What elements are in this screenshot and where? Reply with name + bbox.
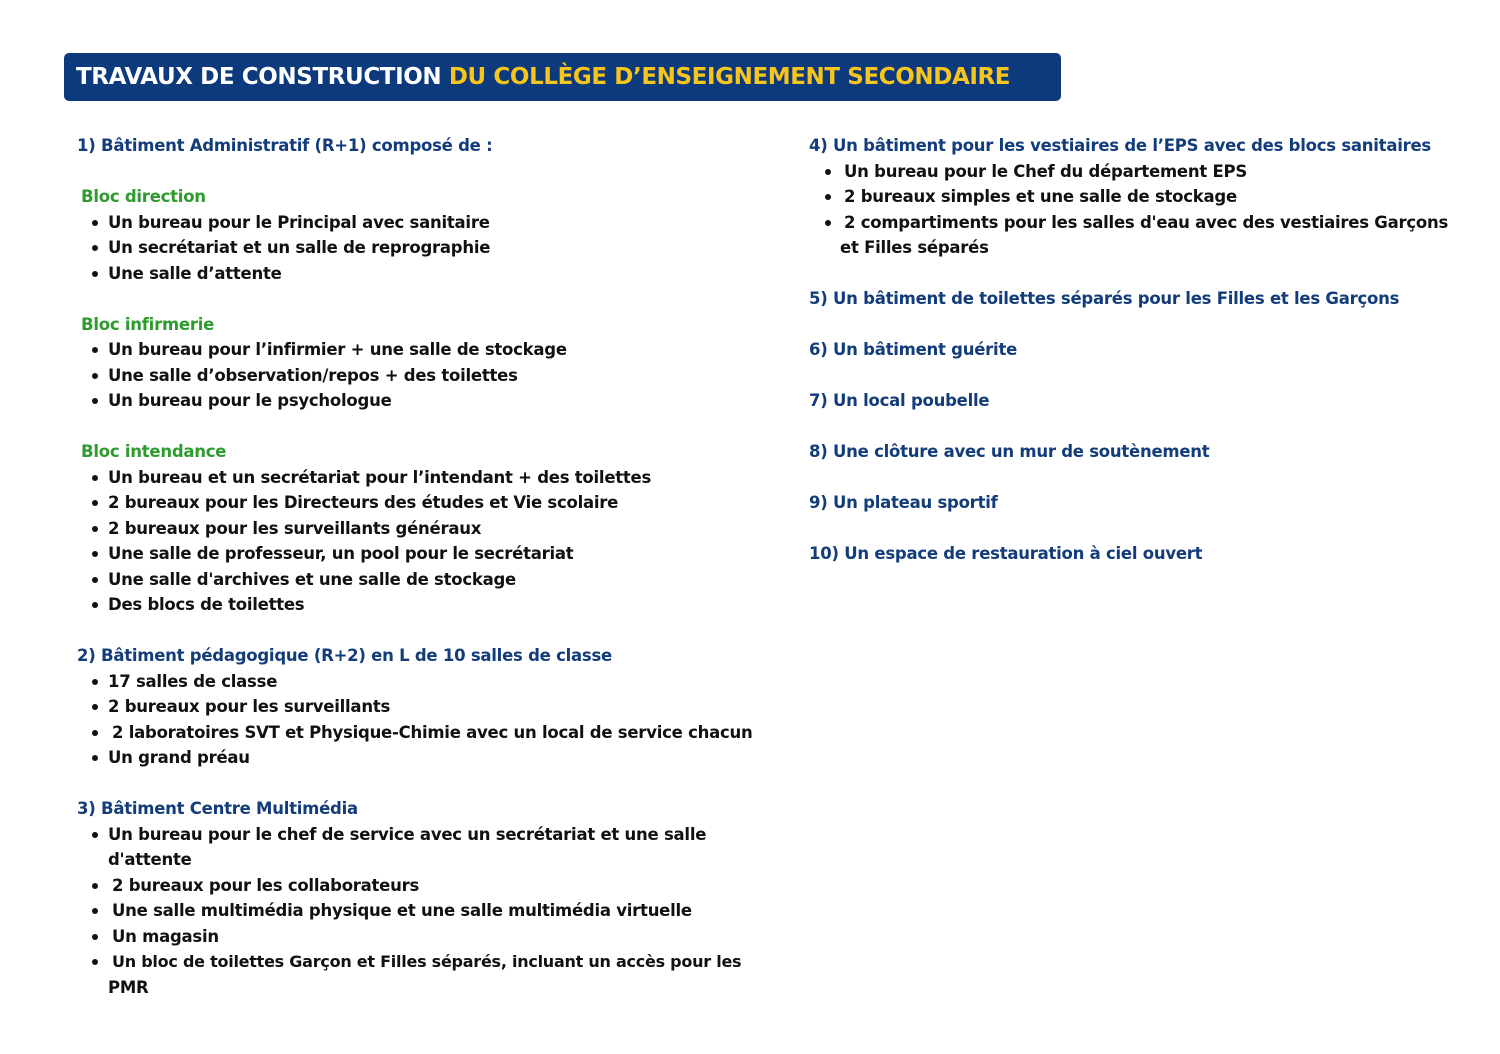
list-item: 2 compartiments pour les salles d'eau avec des vestiaires Garçons	[809, 210, 1459, 236]
section-9-title: 9) Un plateau sportif	[809, 493, 998, 512]
section-10-title: 10) Un espace de restauration à ciel ouvert	[809, 544, 1203, 563]
right-column	[809, 133, 1459, 567]
bloc-intendance-title: Bloc intendance	[81, 442, 227, 461]
list-item: Un secrétariat et un salle de reprographie	[77, 235, 757, 261]
list-item: Un bureau pour le Chef du département EPS	[809, 159, 1459, 185]
list-item: 2 bureaux pour les collaborateurs	[77, 873, 757, 899]
list-item: Un bureau et un secrétariat pour l’intendant + des toilettes	[77, 465, 757, 491]
list-item: 17 salles de classe	[77, 669, 757, 695]
list-item: 2 bureaux simples et une salle de stockage	[809, 184, 1459, 210]
list-item: Un bureau pour le Principal avec sanitaire	[77, 210, 757, 236]
title-banner	[64, 53, 1061, 101]
left-column	[77, 133, 757, 1000]
list-item: Une salle d’attente	[77, 261, 757, 287]
list-item: Un grand préau	[77, 745, 757, 771]
section-1-title: 1) Bâtiment Administratif (R+1) composé de :	[77, 136, 493, 155]
section-6-title: 6) Un bâtiment guérite	[809, 340, 1018, 359]
spacer	[809, 312, 1459, 338]
list-item: Une salle de professeur, un pool pour le secrétariat	[77, 541, 757, 567]
list-item: Un magasin	[77, 924, 757, 950]
list-item-continuation: et Filles séparés	[840, 238, 989, 257]
list-item: 2 laboratoires SVT et Physique-Chimie avec un local de service chacun	[77, 720, 757, 746]
list-item: Une salle d'archives et une salle de stockage	[77, 567, 757, 593]
title-part-yellow: DU COLLÈGE D’ENSEIGNEMENT SECONDAIRE	[448, 64, 1011, 90]
list-item: Une salle multimédia physique et une salle multimédia virtuelle	[77, 898, 757, 924]
spacer	[77, 618, 757, 644]
list-item: Un bureau pour l’infirmier + une salle de stockage	[77, 337, 757, 363]
bloc-infirmerie-title: Bloc infirmerie	[81, 314, 215, 334]
section-7-title: 7) Un local poubelle	[809, 391, 990, 410]
section-3-title: 3) Bâtiment Centre Multimédia	[77, 799, 358, 818]
section-5-title: 5) Un bâtiment de toilettes séparés pour les Filles et les Garçons	[809, 289, 1400, 308]
page-title	[76, 64, 1010, 90]
spacer	[809, 516, 1459, 542]
spacer	[77, 414, 757, 440]
list-item: Une salle d’observation/repos + des toilettes	[77, 363, 757, 389]
list-item-continuation: PMR	[108, 977, 149, 997]
list-item: Un bureau pour le chef de service avec un secrétariat et une salle	[77, 822, 757, 848]
list-item-continuation: d'attente	[108, 850, 192, 869]
spacer	[77, 771, 757, 797]
spacer	[809, 414, 1459, 440]
spacer	[809, 465, 1459, 491]
title-part-white: TRAVAUX DE CONSTRUCTION	[76, 64, 449, 90]
section-4-title: 4) Un bâtiment pour les vestiaires de l’EPS avec des blocs sanitaires	[809, 136, 1432, 155]
spacer	[77, 286, 757, 312]
list-item: 2 bureaux pour les surveillants	[77, 694, 757, 720]
list-item: Des blocs de toilettes	[77, 592, 757, 618]
spacer	[809, 261, 1459, 287]
section-8-title: 8) Une clôture avec un mur de soutènement	[809, 442, 1210, 461]
list-item: Un bureau pour le psychologue	[77, 388, 757, 414]
section-2-title: 2) Bâtiment pédagogique (R+2) en L de 10 salles de classe	[77, 646, 612, 665]
spacer	[809, 363, 1459, 389]
spacer	[77, 159, 757, 185]
bloc-direction-title: Bloc direction	[81, 187, 206, 206]
list-item: 2 bureaux pour les surveillants généraux	[77, 516, 757, 542]
list-item: 2 bureaux pour les Directeurs des études et Vie scolaire	[77, 490, 757, 516]
list-item: Un bloc de toilettes Garçon et Filles séparés, incluant un accès pour les	[77, 949, 757, 975]
